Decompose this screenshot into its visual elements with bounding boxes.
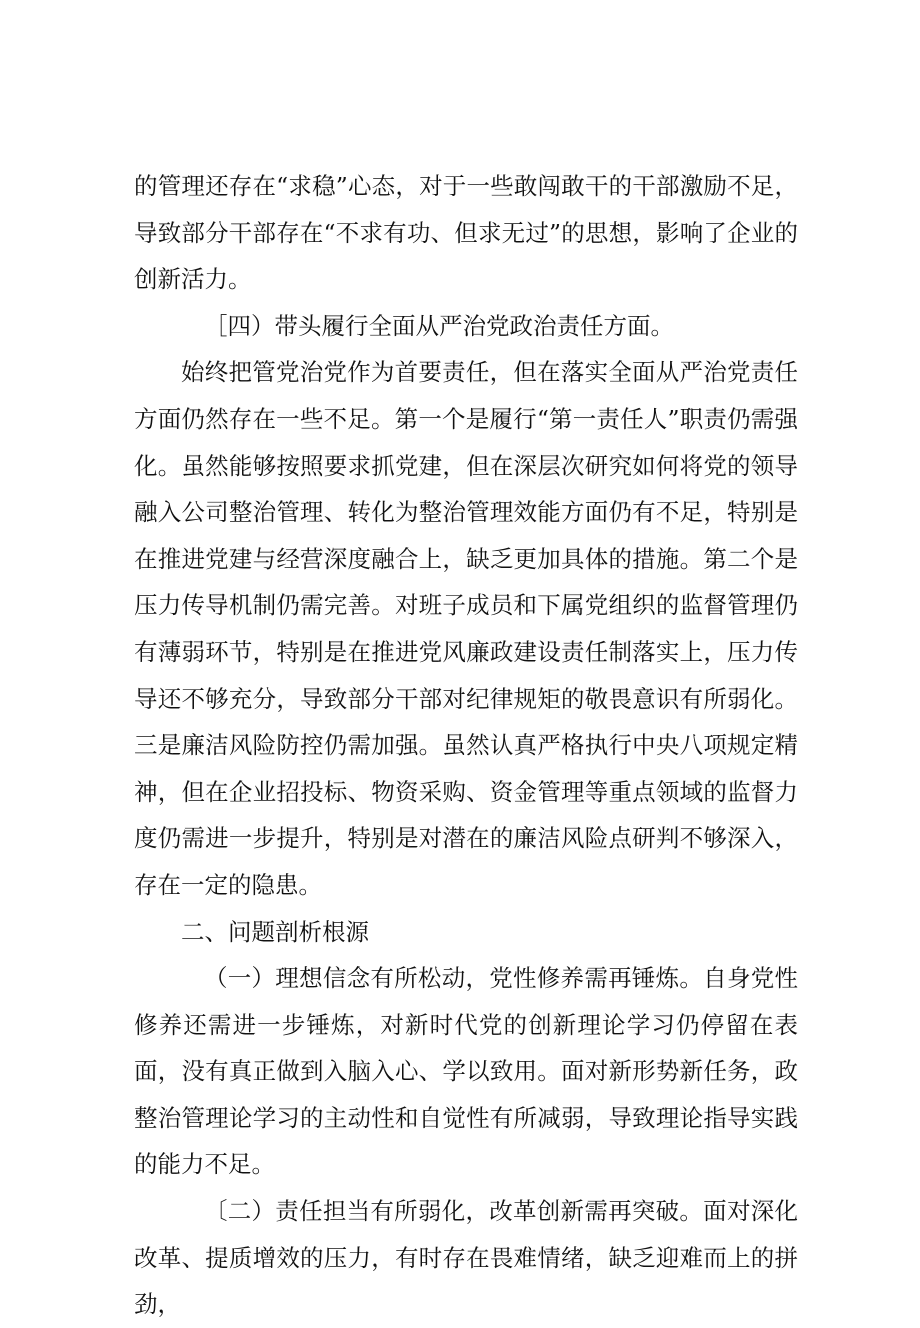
- paragraph-responsibility-reform: 〔二）责任担当有所弱化，改革创新需再突破。面对深化改革、提质增效的压力，有时存在畏难情绪，缺乏迎难而上的拼劲，: [134, 1197, 798, 1319]
- paragraph-continuation: 的管理还存在“求稳”心态，对于一些敢闯敢干的干部激励不足，导致部分干部存在“不求有功、但求无过”的思想，影响了企业的创新活力。: [134, 172, 798, 294]
- chapter-heading-two: 二、问题剖析根源: [181, 917, 369, 946]
- paragraph-party-responsibility: 始终把管党治党作为首要责任，但在落实全面从严治党责任方面仍然存在一些不足。第一个是履行“第一责任人”职责仍需强化。虽然能够按照要求抓党建，但在深层次研究如何将党的领导融入公司整治管理、转化为整治管理效能方面仍有不足，特别是在推进党建与经营深度融合上，缺乏更加具体的措施。第二个是压力传导机制仍需完善。对班子成员和下属党组织的监督管理仍有薄弱环节，特别是在推进党风廉政建设责任制落实上，压力传导还不够充分，导致部分干部对纪律规矩的敬畏意识有所弱化。三是廉洁风险防控仍需加强。虽然认真严格执行中央八项规定精神，但在企业招投标、物资采购、资金管理等重点领域的监督力度仍需进一步提升，特别是对潜在的廉洁风险点研判不够深入，存在一定的隐患。: [134, 358, 798, 899]
- section-heading-four: ［四）带头履行全面从严治党政治责任方面。: [204, 311, 674, 340]
- document-body: [134, 163, 798, 1328]
- paragraph-ideals-belief: （一）理想信念有所松动，党性修养需再锤炼。自身党性修养还需进一步锤炼，对新时代党的创新理论学习仍停留在表面，没有真正做到入脑入心、学以致用。面对新形势新任务，政整治管理论学习的主动性和自觉性有所减弱，导致理论指导实践的能力不足。: [134, 964, 798, 1179]
